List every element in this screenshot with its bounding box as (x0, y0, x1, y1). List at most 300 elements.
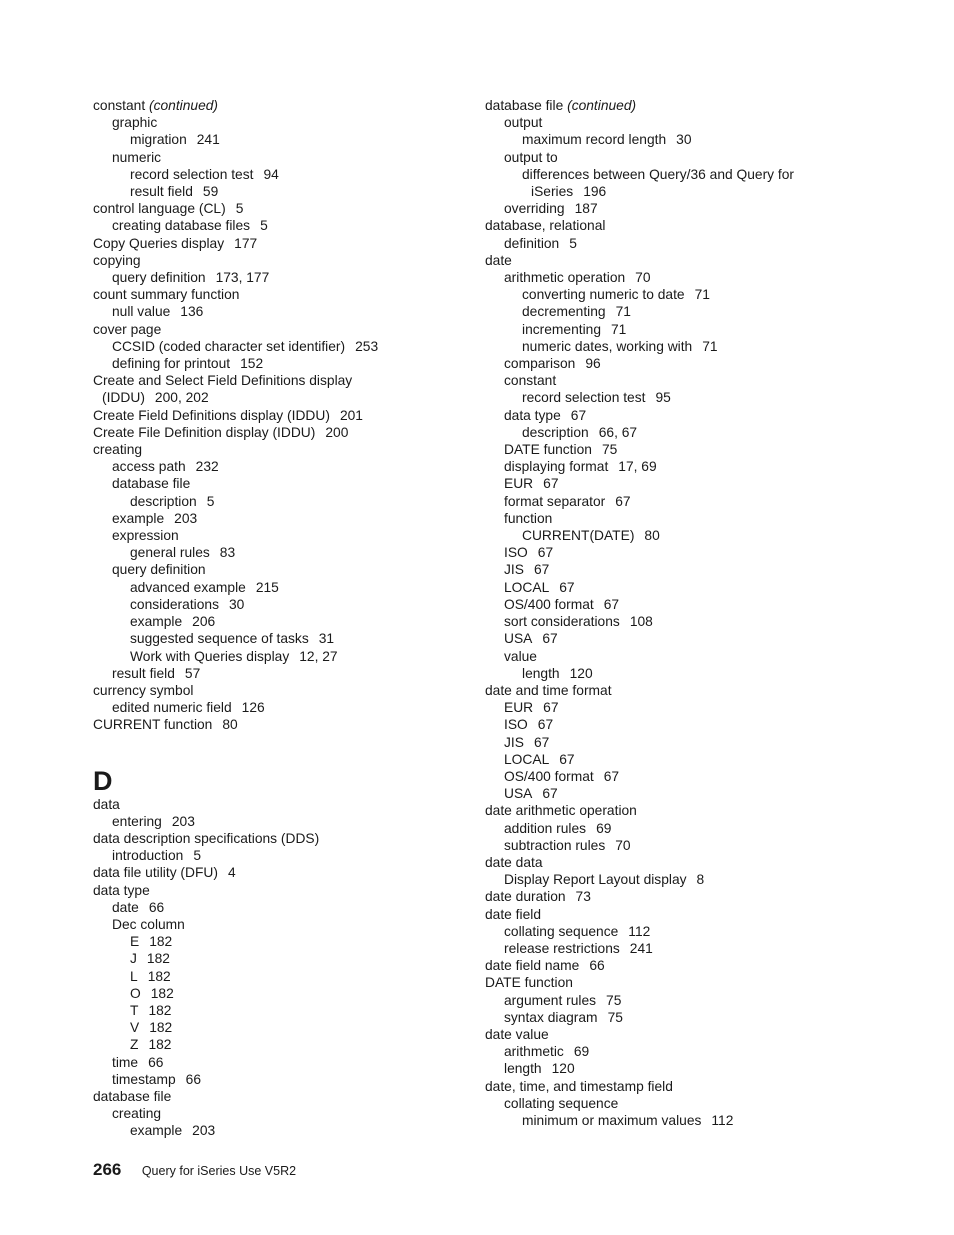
index-entry (93, 372, 463, 389)
index-entry (93, 1088, 463, 1105)
page-reference: 71 (611, 321, 627, 337)
page-reference: 66 (148, 1054, 164, 1070)
index-entry (485, 441, 885, 458)
page-reference: 71 (694, 287, 710, 303)
page-reference: 177 (234, 235, 258, 251)
index-entry (485, 1078, 885, 1095)
index-entry (485, 235, 885, 252)
index-term: database file (112, 476, 191, 492)
index-entry (93, 1002, 463, 1019)
continued-marker: (continued) (567, 98, 637, 113)
index-entry (485, 510, 885, 527)
index-entry (93, 796, 463, 813)
index-entry (485, 131, 885, 148)
page-reference: 17, 69 (618, 459, 657, 475)
page-reference: 67 (543, 700, 559, 716)
page-reference: 67 (570, 407, 587, 423)
index-entry (93, 166, 463, 183)
index-term: L (130, 968, 138, 984)
page-reference: 75 (607, 1009, 623, 1025)
index-term: minimum or maximum values (522, 1112, 702, 1128)
page-reference: 30 (228, 596, 245, 612)
index-term: LOCAL (504, 751, 550, 767)
page-reference: 67 (542, 631, 558, 647)
index-term: defining for printout (112, 356, 231, 372)
index-term: V (130, 1020, 140, 1036)
index-term: count summary function (93, 287, 240, 303)
page-reference: 67 (543, 476, 559, 492)
index-entry (93, 1105, 463, 1122)
index-term: OS/400 format (504, 768, 594, 784)
index-term: arithmetic (504, 1044, 564, 1060)
index-entry (485, 1009, 885, 1026)
index-term: output (504, 115, 543, 131)
page-reference: 8 (696, 872, 705, 888)
index-term: OS/400 format (504, 596, 594, 612)
index-entry (93, 493, 463, 510)
page-reference: 73 (575, 889, 591, 905)
index-entry (485, 458, 885, 475)
index-entry (93, 968, 463, 985)
index-entry (485, 992, 885, 1009)
index-term: collating sequence (504, 1095, 619, 1111)
index-term: cover page (93, 321, 162, 337)
index-term: access path (112, 459, 186, 475)
index-entry (485, 527, 885, 544)
page-reference: 152 (240, 356, 264, 372)
index-term: date field name (485, 958, 580, 974)
page-reference: 67 (603, 596, 620, 612)
index-entry (93, 847, 463, 864)
index-entry (93, 97, 463, 114)
page-reference: 67 (559, 751, 575, 767)
index-entry (485, 269, 885, 286)
index-term: DATE function (485, 975, 573, 991)
page-reference: 83 (219, 545, 236, 561)
index-entry (485, 974, 885, 991)
page-number: 266 (93, 1160, 122, 1179)
index-term: subtraction rules (504, 837, 606, 853)
index-entry (93, 114, 463, 131)
index-entry (93, 475, 463, 492)
index-entry (485, 596, 885, 613)
page-reference: 196 (583, 184, 607, 200)
index-term: Work with Queries display (130, 648, 290, 664)
index-term: date, time, and timestamp field (485, 1078, 673, 1094)
index-term: syntax diagram (504, 1009, 598, 1025)
index-term: date value (485, 1026, 549, 1042)
index-entry (93, 527, 463, 544)
index-term: constant (93, 98, 146, 113)
index-term: result field (130, 184, 193, 200)
index-entry (485, 252, 885, 269)
index-term: CURRENT(DATE) (522, 528, 635, 544)
index-entry (93, 269, 463, 286)
page-reference: 200, 202 (154, 390, 209, 406)
index-entry (93, 561, 463, 578)
index-term: Dec column (112, 916, 185, 932)
index-term: record selection test (130, 166, 254, 182)
index-term: data type (504, 407, 561, 423)
page-reference: 201 (339, 407, 363, 423)
page-reference: 182 (147, 968, 171, 984)
index-term: addition rules (504, 820, 587, 836)
index-term: T (130, 1002, 139, 1018)
page-reference: 200 (325, 424, 349, 440)
index-entry (485, 1026, 885, 1043)
index-entry (93, 200, 463, 217)
index-term: USA (504, 631, 533, 647)
index-term: release restrictions (504, 940, 620, 956)
index-entry (485, 114, 885, 131)
index-term: DATE function (504, 442, 592, 458)
page-reference: 96 (585, 356, 601, 372)
index-term: data file utility (DFU) (93, 865, 218, 881)
index-entry (485, 957, 885, 974)
index-entry (485, 372, 885, 389)
page-reference: 206 (192, 614, 216, 630)
index-entry (93, 630, 463, 647)
index-entry (93, 407, 463, 424)
index-term: O (130, 985, 141, 1001)
index-term: general rules (130, 545, 210, 561)
section-letter-heading: D (93, 765, 113, 796)
index-entry (485, 871, 885, 888)
index-term: overriding (504, 201, 565, 217)
index-term: Create Field Definitions display (IDDU) (93, 407, 330, 423)
index-entry (485, 338, 885, 355)
index-term: date and time format (485, 682, 612, 698)
index-term: maximum record length (522, 132, 667, 148)
index-entry (485, 751, 885, 768)
index-entry (93, 252, 463, 269)
index-term: description (522, 424, 589, 440)
page-reference: 66 (589, 958, 605, 974)
index-entry (485, 837, 885, 854)
index-term: advanced example (130, 579, 246, 595)
page-reference: 203 (174, 510, 198, 526)
page-footer (93, 1160, 296, 1180)
index-entry (93, 286, 463, 303)
index-entry (485, 321, 885, 338)
page-reference: 67 (537, 545, 554, 561)
index-term: data description specifications (DDS) (93, 830, 320, 846)
index-entry (485, 716, 885, 733)
index-term: CURRENT function (93, 717, 213, 733)
page-reference: 71 (615, 304, 631, 320)
index-entry (93, 579, 463, 596)
index-entry (485, 648, 885, 665)
index-entry (93, 1019, 463, 1036)
page-reference: 30 (676, 132, 692, 148)
index-term: example (130, 614, 183, 630)
index-term: graphic (112, 115, 158, 131)
page-reference: 5 (569, 235, 577, 251)
index-entry (485, 389, 885, 406)
index-term: timestamp (112, 1071, 176, 1087)
index-entry (485, 1112, 885, 1129)
page-reference: 173, 177 (215, 270, 270, 286)
page-reference: 215 (255, 579, 279, 595)
index-entry (93, 424, 463, 441)
index-term: query definition (112, 270, 206, 286)
page-reference: 203 (192, 1123, 216, 1139)
page-reference: 5 (206, 493, 215, 509)
index-entry (485, 665, 885, 682)
index-term: introduction (112, 848, 184, 864)
page-reference: 182 (149, 1020, 173, 1036)
index-entry (93, 235, 463, 252)
index-entry (485, 407, 885, 424)
page-reference: 66 (148, 899, 165, 915)
page-reference: 120 (551, 1061, 575, 1077)
page-reference: 59 (202, 184, 219, 200)
index-term: Create File Definition display (IDDU) (93, 424, 316, 440)
index-term: query definition (112, 562, 206, 578)
page-reference: 67 (603, 768, 620, 784)
index-entry (93, 613, 463, 630)
index-entry (93, 950, 463, 967)
index-term: considerations (130, 596, 219, 612)
index-entry (93, 916, 463, 933)
index-entry (93, 303, 463, 320)
index-term: example (130, 1123, 183, 1139)
page-reference: 5 (193, 848, 202, 864)
index-term: argument rules (504, 992, 597, 1008)
index-entry (93, 183, 463, 200)
index-term: decrementing (522, 304, 606, 320)
index-term: arithmetic operation (504, 270, 626, 286)
index-entry (485, 97, 885, 114)
page-reference: 75 (601, 442, 618, 458)
index-entry (485, 768, 885, 785)
index-entry (93, 830, 463, 847)
index-entry (93, 1122, 463, 1139)
index-entry (485, 475, 885, 492)
page-reference: 69 (573, 1044, 590, 1060)
page-reference: 31 (318, 631, 335, 647)
index-term: value (504, 648, 537, 664)
index-entry (485, 802, 885, 819)
index-entry (485, 734, 885, 751)
index-entry (93, 149, 463, 166)
page-reference: 203 (171, 813, 195, 829)
index-term: CCSID (coded character set identifier) (112, 338, 346, 354)
index-entry (485, 303, 885, 320)
page-reference: 182 (150, 985, 174, 1001)
index-term: USA (504, 786, 533, 802)
index-term: date arithmetic operation (485, 803, 637, 819)
index-entry (485, 217, 885, 234)
index-term: numeric dates, working with (522, 338, 693, 354)
page-reference: 67 (542, 786, 558, 802)
page-reference: 5 (260, 218, 268, 234)
index-entry (93, 544, 463, 561)
index-entry (485, 424, 885, 441)
page-reference: 112 (628, 923, 651, 939)
index-term: control language (CL) (93, 201, 226, 217)
page-reference: 67 (615, 493, 631, 509)
index-term: null value (112, 304, 171, 320)
index-entry (93, 813, 463, 830)
index-entry (93, 682, 463, 699)
page-reference: 253 (355, 338, 379, 354)
page-reference: 232 (195, 459, 219, 475)
index-term: copying (93, 252, 141, 268)
index-entry (93, 321, 463, 338)
index-term: definition (504, 235, 560, 251)
index-entry (485, 561, 885, 578)
index-entry (485, 923, 885, 940)
page-reference: 94 (263, 166, 279, 182)
index-entry (485, 149, 885, 166)
index-term: converting numeric to date (522, 287, 685, 303)
page-reference: 136 (180, 304, 204, 320)
page-reference: 70 (615, 837, 631, 853)
index-entry (93, 1036, 463, 1053)
page-reference: 69 (596, 820, 612, 836)
page-reference: 182 (146, 951, 170, 967)
page-reference: 71 (702, 338, 718, 354)
page-reference: 57 (184, 665, 201, 681)
page-reference: 182 (149, 934, 173, 950)
index-term: database file (485, 98, 564, 113)
index-entry (485, 183, 885, 200)
index-entry (93, 864, 463, 881)
index-term: Copy Queries display (93, 235, 225, 251)
index-entry (485, 940, 885, 957)
index-term: description (130, 493, 197, 509)
index-entry (93, 716, 463, 733)
continued-marker: (continued) (149, 98, 219, 113)
index-term: database file (93, 1088, 172, 1104)
page-reference: 4 (227, 865, 236, 881)
index-term: suggested sequence of tasks (130, 631, 309, 647)
index-entry (485, 166, 885, 183)
page-reference: 108 (629, 614, 653, 630)
page-reference: 95 (655, 390, 671, 406)
index-term: function (504, 510, 553, 526)
index-term: record selection test (522, 390, 646, 406)
index-entry (485, 682, 885, 699)
index-term: differences between Query/36 and Query for (522, 166, 795, 182)
index-term: date duration (485, 889, 566, 905)
index-term: E (130, 934, 140, 950)
page-reference: 187 (574, 201, 598, 217)
page-reference: 67 (533, 734, 550, 750)
index-entry (93, 458, 463, 475)
page-reference: 12, 27 (299, 648, 338, 664)
page-reference: 66 (185, 1071, 201, 1087)
index-entry (485, 579, 885, 596)
index-term: database, relational (485, 218, 606, 234)
index-term: edited numeric field (112, 700, 232, 716)
index-entry (93, 217, 463, 234)
index-entry (93, 131, 463, 148)
index-entry (485, 854, 885, 871)
page-reference: 126 (241, 700, 265, 716)
section-gap (93, 734, 463, 766)
index-entry (485, 613, 885, 630)
index-term: migration (130, 132, 187, 148)
index-term: (IDDU) (102, 390, 145, 406)
index-term: output to (504, 149, 558, 165)
index-term: length (522, 665, 560, 681)
index-term: displaying format (504, 459, 609, 475)
index-term: time (112, 1054, 139, 1070)
index-term: JIS (504, 734, 524, 750)
page-reference: 67 (537, 717, 554, 733)
page-reference: 182 (148, 1037, 172, 1053)
index-term: date (112, 899, 139, 915)
index-term: Z (130, 1037, 139, 1053)
index-term: EUR (504, 476, 534, 492)
page-reference: 80 (222, 717, 238, 733)
index-term: ISO (504, 545, 528, 561)
index-term: JIS (504, 562, 524, 578)
page-reference: 70 (635, 270, 651, 286)
index-entry (93, 933, 463, 950)
page-reference: 241 (629, 940, 653, 956)
page-reference: 66, 67 (598, 424, 638, 440)
index-term: expression (112, 528, 179, 544)
index-term: Create and Select Field Definitions display (93, 373, 353, 389)
index-entry (485, 906, 885, 923)
page-reference: 112 (711, 1112, 734, 1128)
index-term: currency symbol (93, 682, 194, 698)
index-term: iSeries (531, 184, 574, 200)
index-term: comparison (504, 356, 576, 372)
page-reference: 67 (533, 562, 550, 578)
index-entry (485, 630, 885, 647)
index-term: Display Report Layout display (504, 872, 687, 888)
index-entry (93, 665, 463, 682)
page-reference: 5 (235, 201, 244, 217)
index-entry (485, 355, 885, 372)
index-term: length (504, 1061, 542, 1077)
index-entry (93, 441, 463, 458)
index-term: LOCAL (504, 579, 550, 595)
book-title: Query for iSeries Use V5R2 (141, 1164, 297, 1178)
index-term: collating sequence (504, 923, 619, 939)
index-term: entering (112, 813, 162, 829)
index-term: date (485, 252, 512, 268)
index-entry (485, 544, 885, 561)
page-reference: 67 (559, 579, 575, 595)
index-entry (485, 699, 885, 716)
index-term: constant (504, 373, 557, 389)
index-entry (93, 338, 463, 355)
index-entry (485, 286, 885, 303)
index-entry (93, 899, 463, 916)
index-term: data type (93, 882, 150, 898)
index-term: EUR (504, 700, 534, 716)
index-entry (93, 699, 463, 716)
index-entry (485, 888, 885, 905)
index-entry (93, 1054, 463, 1071)
index-entry (93, 648, 463, 665)
index-entry (485, 1060, 885, 1077)
page-reference: 182 (148, 1002, 172, 1018)
index-entry (93, 985, 463, 1002)
index-entry (93, 1071, 463, 1088)
page-reference: 80 (644, 528, 660, 544)
index-entry (93, 510, 463, 527)
index-term: result field (112, 665, 175, 681)
index-term: format separator (504, 493, 606, 509)
index-entry (485, 1095, 885, 1112)
index-entry (93, 596, 463, 613)
